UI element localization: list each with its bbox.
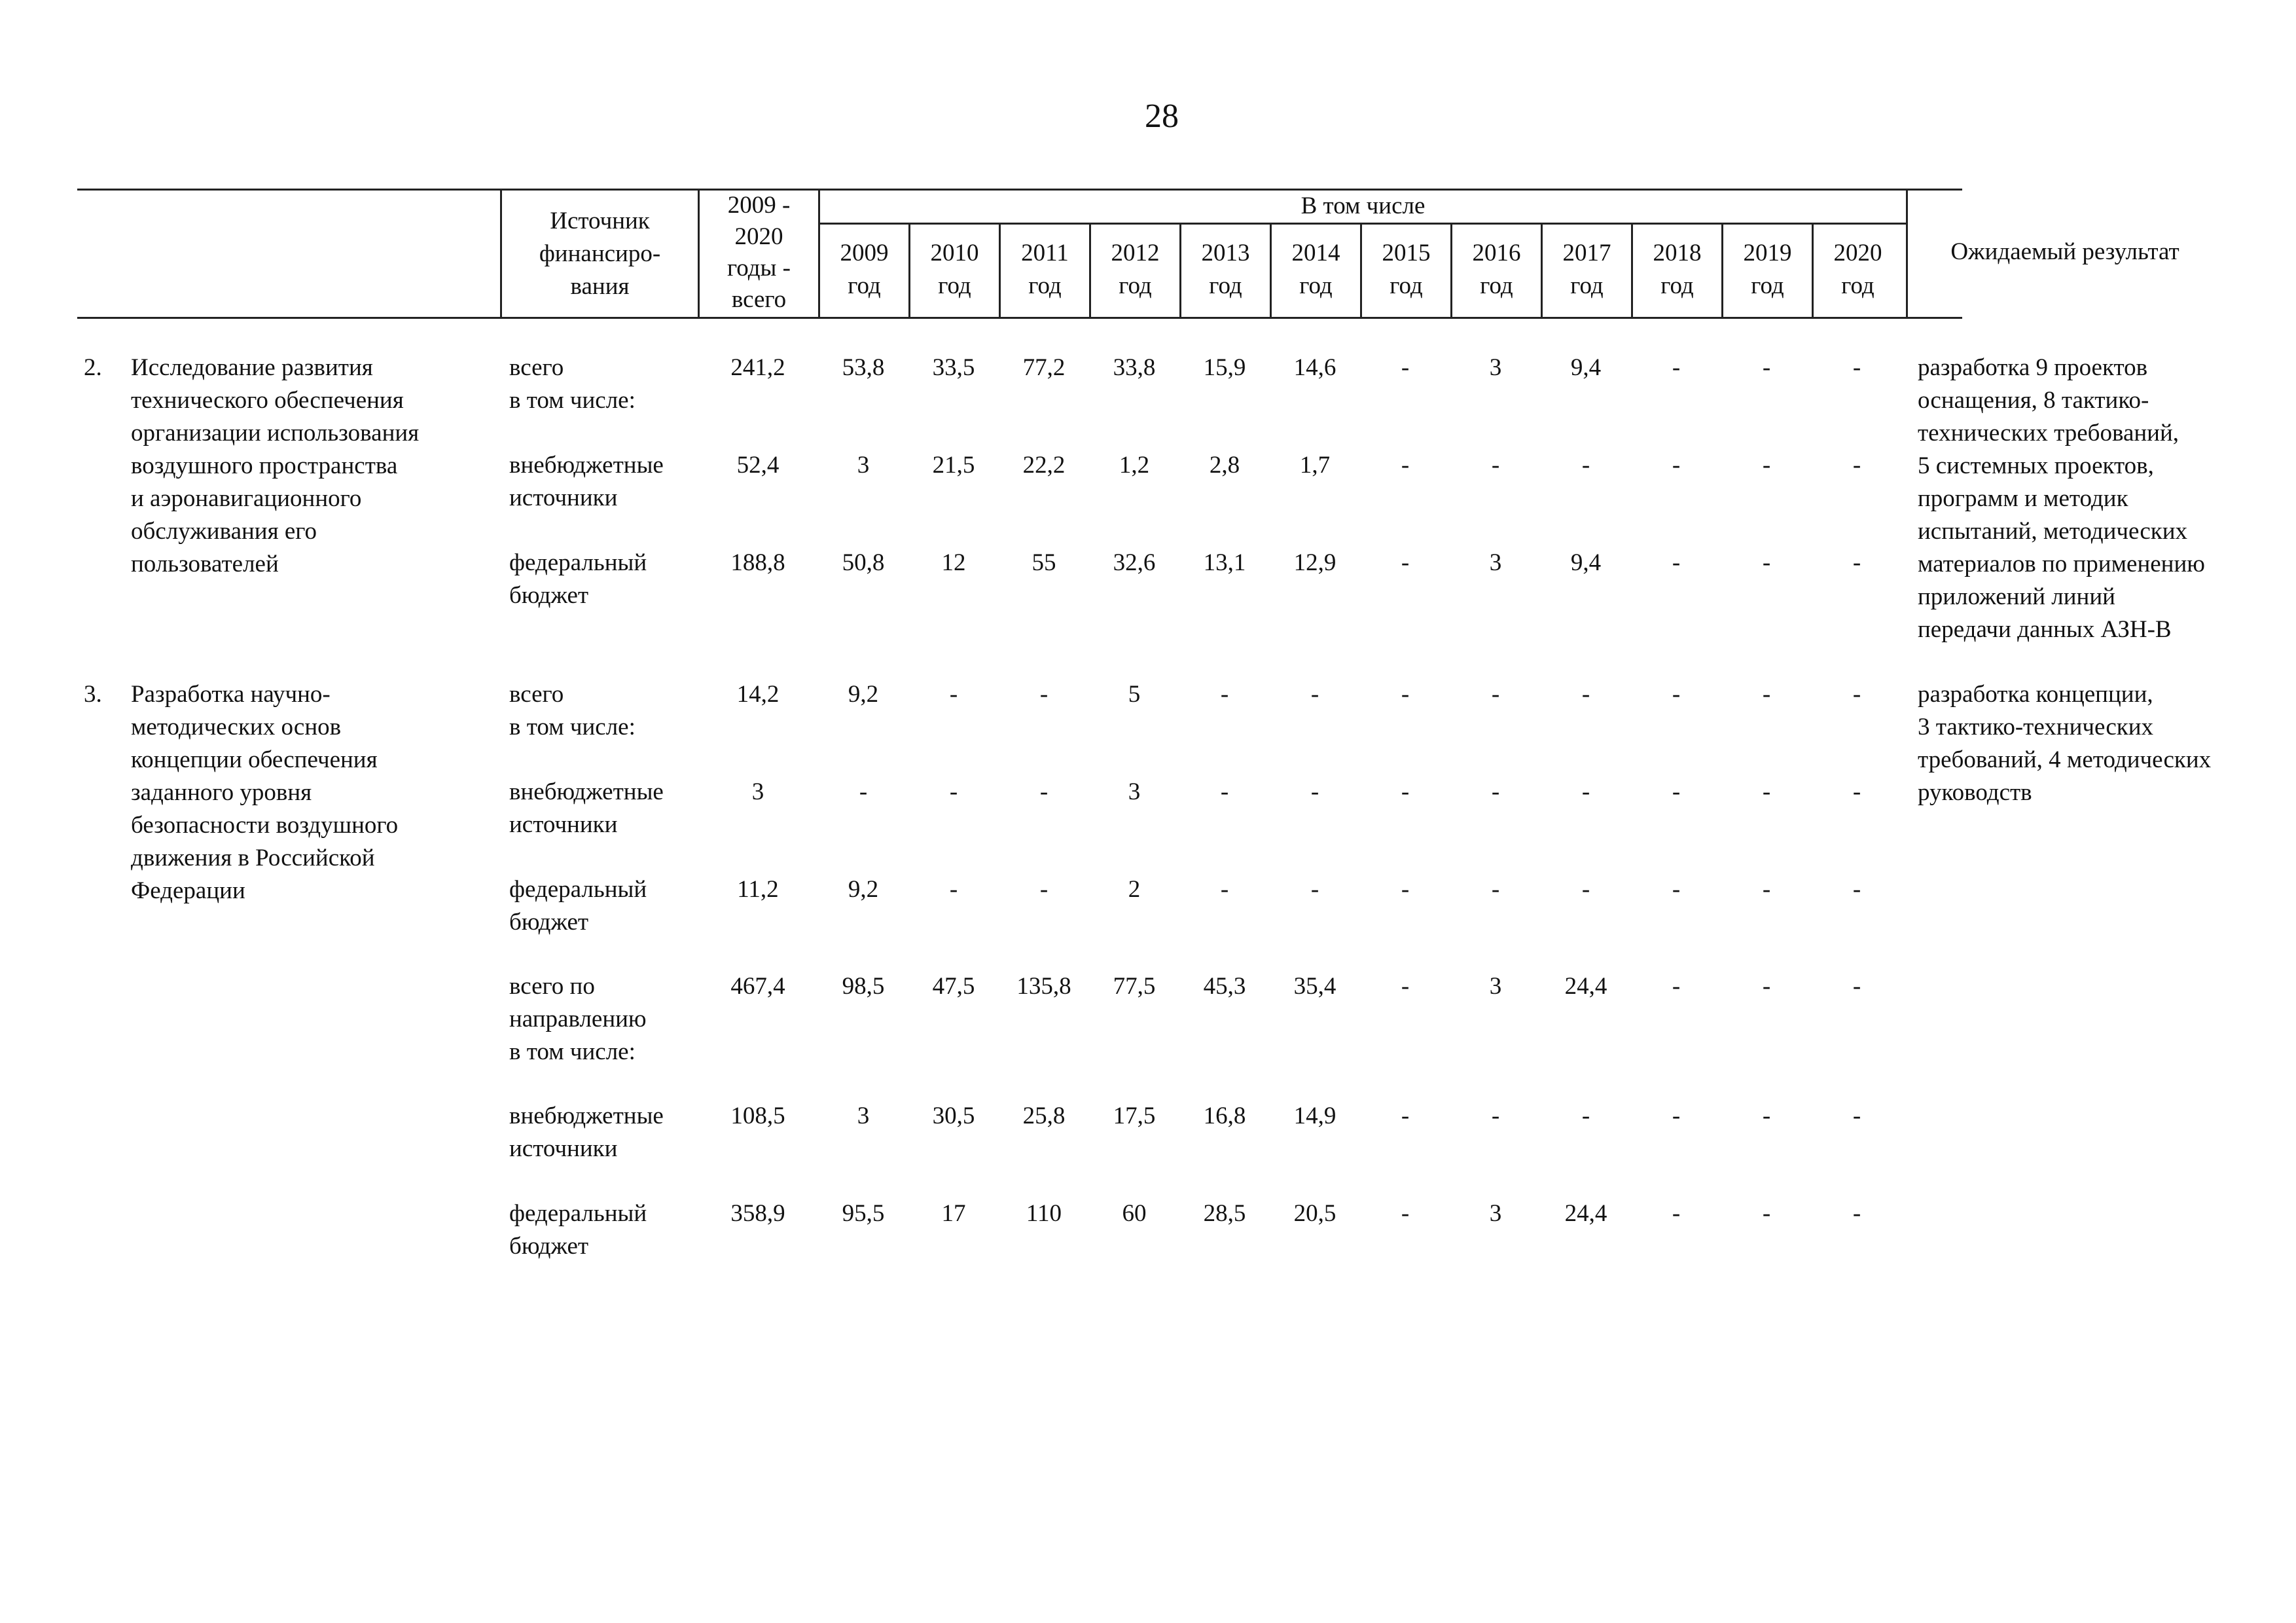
header-year-2009: 2009 год — [840, 240, 889, 299]
header-bottom-rule — [77, 317, 1962, 319]
row-year-value: 24,4 — [1564, 973, 1607, 1000]
row-year-value: 1,7 — [1299, 452, 1331, 479]
row-year-value: - — [1672, 681, 1681, 708]
header-source: Источник финансиро- вания — [539, 208, 661, 300]
row-year-value: 17,5 — [1113, 1103, 1156, 1129]
row-year-value: - — [1672, 1200, 1681, 1227]
row-year-value: 16,8 — [1203, 1103, 1246, 1129]
row-year-value: 15,9 — [1203, 354, 1246, 381]
row-year-value: 53,8 — [842, 354, 885, 381]
row-year-value: - — [1672, 354, 1681, 381]
row-year-value: 32,6 — [1113, 549, 1156, 576]
block-number: 2. — [84, 354, 102, 381]
header-year-2015: 2015 год — [1382, 240, 1431, 299]
row-year-value: - — [1852, 681, 1861, 708]
row-year-value: 60 — [1122, 1200, 1147, 1227]
row-total: 467,4 — [730, 973, 785, 1000]
header-year-2010: 2010 год — [930, 240, 979, 299]
row-year-value: - — [1672, 876, 1681, 903]
row-year-value: - — [1039, 876, 1049, 903]
header-year-2016: 2016 год — [1472, 240, 1521, 299]
row-year-value: - — [1762, 778, 1771, 805]
header-year-2020: 2020 год — [1833, 240, 1882, 299]
row-year-value: - — [1401, 876, 1410, 903]
row-year-value: 30,5 — [932, 1103, 975, 1129]
row-year-value: 2 — [1128, 876, 1141, 903]
row-year-value: - — [1581, 1103, 1590, 1129]
row-year-value: 35,4 — [1293, 973, 1336, 1000]
row-year-value: 98,5 — [842, 973, 885, 1000]
row-total: 241,2 — [730, 354, 785, 381]
row-year-value: - — [1491, 1103, 1500, 1129]
row-year-value: 3 — [1489, 549, 1502, 576]
header-year-2012: 2012 год — [1111, 240, 1160, 299]
row-year-value: - — [1672, 452, 1681, 479]
row-year-value: 9,2 — [848, 876, 879, 903]
row-year-value: 3 — [857, 452, 870, 479]
row-year-value: 21,5 — [932, 452, 975, 479]
row-year-value: - — [1762, 354, 1771, 381]
row-year-value: 3 — [1128, 778, 1141, 805]
header-of-which: В том числе — [1300, 192, 1426, 219]
row-year-value: 22,2 — [1022, 452, 1066, 479]
row-year-value: 12 — [941, 549, 966, 576]
row-year-value: 33,8 — [1113, 354, 1156, 381]
row-year-value: - — [1852, 1200, 1861, 1227]
block-title: Исследование развития технического обеспечения организации использования воздушного пространства и аэронавигационного обслуживания его пользователей — [131, 354, 420, 577]
row-year-value: - — [1852, 354, 1861, 381]
row-year-value: 50,8 — [842, 549, 885, 576]
row-year-value: - — [1401, 681, 1410, 708]
row-year-value: - — [1672, 973, 1681, 1000]
row-year-value: - — [1762, 876, 1771, 903]
row-source: внебюджетные источники — [509, 1103, 664, 1162]
row-year-value: - — [1852, 549, 1861, 576]
row-year-value: - — [1401, 549, 1410, 576]
block-result: разработка 9 проектов оснащения, 8 тактико- технических требований, 5 системных проектов, программ и методик испытаний, методических материалов по применению приложений линий передачи данных АЗН-В — [1918, 354, 2205, 643]
row-year-value: - — [1852, 973, 1861, 1000]
row-year-value: 3 — [1489, 1200, 1502, 1227]
row-year-value: - — [1039, 778, 1049, 805]
row-year-value: - — [1762, 1103, 1771, 1129]
row-year-value: - — [1672, 549, 1681, 576]
header-total: 2009 - 2020 годы - всего — [727, 192, 791, 313]
row-year-value: - — [1401, 778, 1410, 805]
row-year-value: 77,5 — [1113, 973, 1156, 1000]
header-year-2017: 2017 год — [1562, 240, 1611, 299]
row-year-value: 55 — [1031, 549, 1056, 576]
row-year-value: 3 — [1489, 354, 1502, 381]
row-total: 14,2 — [736, 681, 780, 708]
row-year-value: - — [949, 681, 958, 708]
row-year-value: 17 — [941, 1200, 966, 1227]
row-year-value: - — [1220, 876, 1229, 903]
row-year-value: - — [1852, 452, 1861, 479]
row-total: 108,5 — [730, 1103, 785, 1129]
row-year-value: - — [1491, 681, 1500, 708]
row-year-value: 25,8 — [1022, 1103, 1066, 1129]
row-year-value: 33,5 — [932, 354, 975, 381]
row-year-value: - — [1762, 549, 1771, 576]
row-year-value: - — [1401, 1103, 1410, 1129]
row-year-value: - — [1310, 778, 1319, 805]
header-year-2011: 2011 год — [1021, 240, 1069, 299]
row-year-value: - — [1581, 778, 1590, 805]
header-year-2014: 2014 год — [1291, 240, 1340, 299]
row-year-value: - — [1762, 1200, 1771, 1227]
row-year-value: 47,5 — [932, 973, 975, 1000]
row-year-value: - — [1491, 452, 1500, 479]
row-year-value: - — [949, 876, 958, 903]
row-total: 358,9 — [730, 1200, 785, 1227]
row-year-value: - — [1310, 876, 1319, 903]
row-year-value: - — [1762, 452, 1771, 479]
header-year-2018: 2018 год — [1653, 240, 1702, 299]
row-source: федеральный бюджет — [509, 549, 647, 609]
row-year-value: - — [1762, 973, 1771, 1000]
row-year-value: - — [1401, 354, 1410, 381]
row-total: 11,2 — [737, 876, 779, 903]
row-year-value: 2,8 — [1209, 452, 1240, 479]
row-year-value: 1,2 — [1119, 452, 1150, 479]
row-year-value: - — [1581, 452, 1590, 479]
row-year-value: - — [1220, 681, 1229, 708]
row-year-value: - — [1852, 778, 1861, 805]
row-year-value: - — [859, 778, 868, 805]
row-year-value: 9,4 — [1570, 549, 1602, 576]
row-source: федеральный бюджет — [509, 1200, 647, 1260]
row-year-value: - — [1491, 876, 1500, 903]
header-year-2013: 2013 год — [1201, 240, 1250, 299]
row-source: федеральный бюджет — [509, 876, 647, 936]
year-group-rule — [818, 223, 1906, 225]
row-year-value: - — [1491, 778, 1500, 805]
row-year-value: - — [1401, 1200, 1410, 1227]
row-total: 3 — [751, 778, 764, 805]
header-result: Ожидаемый результат — [1950, 238, 2179, 265]
row-source: всего в том числе: — [509, 354, 636, 414]
row-year-value: - — [1852, 876, 1861, 903]
header-year-2019: 2019 год — [1743, 240, 1792, 299]
row-year-value: 14,6 — [1293, 354, 1336, 381]
row-year-value: 9,4 — [1570, 354, 1602, 381]
row-source: внебюджетные источники — [509, 452, 664, 511]
row-year-value: - — [1581, 681, 1590, 708]
row-year-value: 12,9 — [1293, 549, 1336, 576]
row-year-value: - — [1401, 973, 1410, 1000]
row-year-value: 3 — [857, 1103, 870, 1129]
row-total: 52,4 — [736, 452, 780, 479]
row-year-value: - — [1762, 681, 1771, 708]
block-result: разработка концепции, 3 тактико-технических требований, 4 методических руководств — [1918, 681, 2212, 806]
row-year-value: 77,2 — [1022, 354, 1066, 381]
row-total: 188,8 — [730, 549, 785, 576]
row-year-value: 110 — [1026, 1200, 1062, 1227]
row-year-value: 13,1 — [1203, 549, 1246, 576]
row-year-value: - — [1310, 681, 1319, 708]
page-number: 28 — [1145, 98, 1179, 135]
row-year-value: 28,5 — [1203, 1200, 1246, 1227]
row-year-value: 14,9 — [1293, 1103, 1336, 1129]
row-year-value: - — [1220, 778, 1229, 805]
row-year-value: - — [1852, 1103, 1861, 1129]
row-year-value: 45,3 — [1203, 973, 1246, 1000]
row-year-value: - — [949, 778, 958, 805]
block-title: Разработка научно- методических основ концепции обеспечения заданного уровня безопасности воздушного движения в Российской Федерации — [131, 681, 399, 904]
row-year-value: 135,8 — [1016, 973, 1071, 1000]
row-year-value: - — [1672, 1103, 1681, 1129]
row-year-value: 9,2 — [848, 681, 879, 708]
row-source: внебюджетные источники — [509, 778, 664, 838]
row-year-value: - — [1039, 681, 1049, 708]
row-year-value: 24,4 — [1564, 1200, 1607, 1227]
row-source: всего в том числе: — [509, 681, 636, 740]
block-number: 3. — [84, 681, 102, 708]
row-year-value: 95,5 — [842, 1200, 885, 1227]
row-year-value: 5 — [1128, 681, 1141, 708]
row-year-value: - — [1672, 778, 1681, 805]
row-source: всего по направлению в том числе: — [509, 973, 647, 1065]
row-year-value: - — [1401, 452, 1410, 479]
row-year-value: 20,5 — [1293, 1200, 1336, 1227]
row-year-value: - — [1581, 876, 1590, 903]
row-year-value: 3 — [1489, 973, 1502, 1000]
